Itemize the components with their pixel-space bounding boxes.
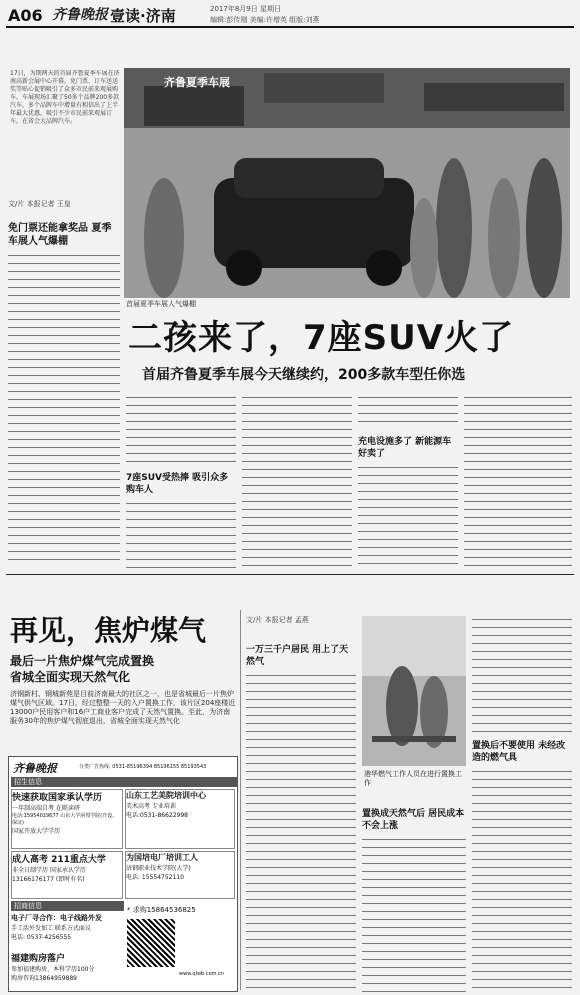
lead-photo [124, 68, 570, 298]
ad-2[interactable] [125, 789, 235, 849]
gas-body-col3a [472, 616, 572, 734]
ad-6-title: 福建购房落户 [11, 954, 66, 964]
gas-subtitle-1: 最后一片焦炉煤气完成置换 [10, 654, 155, 668]
lead-subtitle: 首届齐鲁夏季车展今天继续约，200多款车型任你选 [142, 367, 466, 383]
issue-date: 2017年8月9日 星期日 [210, 5, 281, 13]
ad-1-phone: 电话:15954019677 山东大学函授学院(开设、保证) [12, 813, 118, 826]
classified-ads [8, 756, 238, 992]
gas-subhead2: 置换成天然气后 居民成本不会上涨 [362, 809, 465, 831]
ad-5-title: 电子厂寻合作：电子线路外发 [11, 914, 102, 922]
lead-intro: 17日，为期两天的首届齐鲁夏季车展在济南高新会展中心开幕。免门票、订车送送奖等贴心促销吸引了众多市民前来观展购车。车展现场汇聚了50多个品牌200多款汽车，多个品牌车中增量有相信出了上半年最大优惠，吸引不少市民前来观展订车，在省会大品牌汽车。 [10, 70, 120, 125]
lead-subhead: 免门票还能拿奖品 夏季车展人气爆棚 [8, 223, 112, 247]
paper-logo: 齐鲁晚报 [52, 7, 108, 23]
photo-banner: 齐鲁夏季车展 [164, 76, 230, 89]
lead-body-col1b [126, 500, 236, 568]
lead-byline: 文/片 本报记者 王皇 [8, 200, 71, 208]
ad-3[interactable] [11, 851, 123, 899]
ad-1-line: 一年制高端自考 在职读研 [12, 805, 80, 812]
lead-body-col4 [464, 394, 572, 568]
header-meta [210, 4, 320, 26]
lead-title: 二孩来了，7座SUV火了 [128, 318, 515, 358]
car-show-photo [124, 68, 570, 298]
ad-2-title: 山东工艺美院培训中心 [126, 791, 206, 800]
gas-lead: 济钢新村、钢城新苑是目前济南最大的社区之一，也是省城最后一片焦炉煤气供气区域。17日，经过整整一天的入户置换工作，该片区204座楼近13000户民用客户和16户工商业客户完成了天然气置换。至此，为济南服务30年的焦炉煤气彻底退出，省城全面实现天然气化 [10, 690, 236, 725]
ad-6-phone: 购房咨询13864959889 [11, 975, 77, 982]
qr-code-icon [127, 919, 175, 967]
ad-3-line: 非全日制学历 国家承认学历 [12, 867, 86, 874]
section-divider [6, 574, 574, 575]
gas-photo-caption: 港华燃气工作人员在进行置换工作 [364, 770, 462, 787]
header-rule [6, 26, 574, 28]
ad-3-title: 成人高考 211重点大学 [12, 855, 106, 865]
gas-photo [362, 616, 466, 766]
gas-body-col3b [472, 768, 572, 992]
lead-body-left [8, 252, 120, 567]
lead-body-col3a [358, 394, 458, 428]
page-number: A06 [8, 6, 43, 25]
editor-credits: 编辑:彭传刚 美编:许增英 组版:刘燕 [210, 16, 320, 24]
column-rule [240, 610, 241, 990]
lead-body-col2 [242, 394, 352, 568]
ad-6-line: 参加福建购房、本科学历100分 [11, 966, 95, 973]
gas-byline: 文/片 本报记者 孟燕 [246, 616, 309, 624]
lead-subhead3: 充电设施多了 新能源车好卖了 [358, 437, 452, 459]
ad-5-phone: 电话: 0537-4256555 [11, 934, 72, 941]
gas-subtitle-2: 省城全面实现天然气化 [10, 670, 131, 684]
ad-5[interactable] [11, 913, 121, 947]
ads-logo: 齐鲁晚报 [13, 762, 57, 775]
lead-body-col1a [126, 394, 236, 466]
gas-subhead3: 置换后不要使用 未经改造的燃气具 [472, 741, 566, 763]
ads-phone-row: 分类广告热线: 0531-85196394 85196155 85193543 [79, 764, 207, 770]
ad-4-phone: 电话: 15554752110 [126, 874, 184, 881]
ad-3-phone: 13166176177 (即时有名) [12, 876, 85, 883]
section-title: 壹读·济南 [110, 7, 176, 25]
ad-5-line: 手工活外发加工 联系方式面议 [11, 925, 91, 932]
gas-worker-photo [362, 616, 466, 766]
ad-4-title: 为国培电厂培训工人 [126, 853, 198, 862]
ads-section-label-2: 招商信息 [11, 901, 124, 911]
ad-1[interactable] [11, 789, 123, 849]
ad-4[interactable] [125, 851, 235, 899]
gas-title: 再见，焦炉煤气 [10, 614, 207, 647]
gas-body-col1 [246, 672, 356, 992]
gas-subhead1: 一万三千户居民 用上了天然气 [246, 645, 349, 667]
ad-1-title: 快速获取国家承认学历 [12, 793, 103, 803]
lead-body-col3b [358, 464, 458, 568]
ad-4-line: 济钢职业技术学院(大学) [126, 865, 191, 872]
ad-1-note: 国家开放大学学历 [12, 828, 61, 835]
ads-section-label: 招生信息 [11, 777, 238, 787]
lead-photo-caption: 首届夏季车展人气爆棚 [126, 300, 196, 308]
ad-2-line: 美术高考 专业培训 [126, 803, 176, 810]
ads-website: www.qlwb.com.cn [179, 971, 224, 977]
ad-6[interactable] [11, 951, 121, 987]
lead-subhead2: 7座SUV受热捧 吸引众多购车人 [126, 473, 229, 495]
ad-2-phone: 电话:0531-86622998 [126, 812, 188, 819]
ad-wanted: * 求购15864536825 [127, 906, 196, 914]
gas-body-col2 [362, 836, 466, 992]
